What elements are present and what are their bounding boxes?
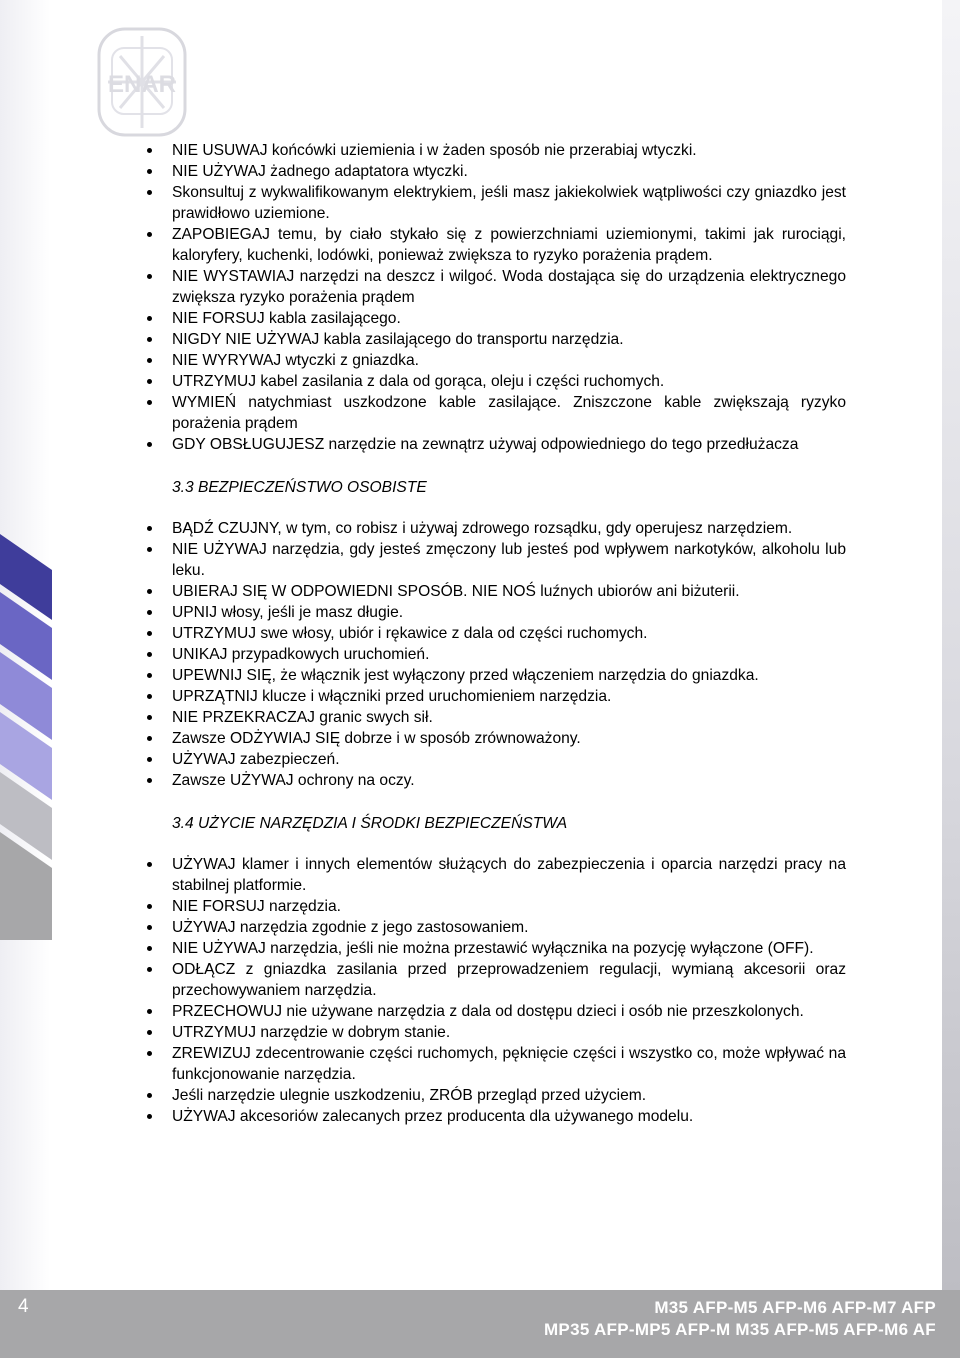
list-item: UTRZYMUJ kabel zasilania z dala od gorąca, oleju i części ruchomych. xyxy=(138,371,846,392)
side-decoration xyxy=(0,520,52,940)
list-item: UNIKAJ przypadkowych uruchomień. xyxy=(138,644,846,665)
tool-use-list xyxy=(138,854,846,1127)
list-item: NIE USUWAJ końcówki uziemienia i w żaden sposób nie przerabiaj wtyczki. xyxy=(138,140,846,161)
list-item: ZREWIZUJ zdecentrowanie części ruchomych, pęknięcie części i wszystko co, może wpływać na funkcjonowanie narzędzia. xyxy=(138,1043,846,1085)
list-item: UŻYWAJ akcesoriów zalecanych przez producenta dla używanego modelu. xyxy=(138,1106,846,1127)
list-item: BĄDŹ CZUJNY, w tym, co robisz i używaj zdrowego rozsądku, gdy operujesz narzędziem. xyxy=(138,518,846,539)
list-item: UŻYWAJ narzędzia zgodnie z jego zastosowaniem. xyxy=(138,917,846,938)
personal-safety-list xyxy=(138,518,846,791)
document-body xyxy=(138,140,846,1127)
list-item: UPEWNIJ SIĘ, że włącznik jest wyłączony przed włączeniem narzędzia do gniazdka. xyxy=(138,665,846,686)
page-footer xyxy=(0,1290,960,1358)
list-item: PRZECHOWUJ nie używane narzędzia z dala od dostępu dzieci i osób nie przeszkolonych. xyxy=(138,1001,846,1022)
section-heading-personal-safety: 3.3 BEZPIECZEŃSTWO OSOBISTE xyxy=(172,479,427,496)
page-number: 4 xyxy=(18,1296,29,1317)
list-item: UBIERAJ SIĘ W ODPOWIEDNI SPOSÓB. NIE NOŚ luźnych ubiorów ani biżuterii. xyxy=(138,581,846,602)
footer-models-line-1: M35 AFP-M5 AFP-M6 AFP-M7 AFP xyxy=(654,1298,936,1317)
list-item: Zawsze ODŻYWIAJ SIĘ dobrze i w sposób zrównoważony. xyxy=(138,728,846,749)
list-item: Jeśli narzędzie ulegnie uszkodzeniu, ZRÓB przegląd przed użyciem. xyxy=(138,1085,846,1106)
list-item: NIE FORSUJ kabla zasilającego. xyxy=(138,308,846,329)
list-item: UPNIJ włosy, jeśli je masz długie. xyxy=(138,602,846,623)
list-item: WYMIEŃ natychmiast uszkodzone kable zasilające. Zniszczone kable zwiększają ryzyko porażenia prądem xyxy=(138,392,846,434)
list-item: Skonsultuj z wykwalifikowanym elektrykiem, jeśli masz jakiekolwiek wątpliwości czy gniazdko jest prawidłowo uziemione. xyxy=(138,182,846,224)
list-item: NIE PRZEKRACZAJ granic swych sił. xyxy=(138,707,846,728)
list-item: NIE UŻYWAJ narzędzia, jeśli nie można przestawić wyłącznika na pozycję wyłączone (OFF). xyxy=(138,938,846,959)
footer-models-line-2: MP35 AFP-MP5 AFP-M M35 AFP-M5 AFP-M6 AF xyxy=(543,1320,936,1339)
grounding-safety-list xyxy=(138,140,846,455)
enar-logo xyxy=(96,26,188,138)
list-item: Zawsze UŻYWAJ ochrony na oczy. xyxy=(138,770,846,791)
list-item: NIE WYRYWAJ wtyczki z gniazdka. xyxy=(138,350,846,371)
list-item: NIE FORSUJ narzędzia. xyxy=(138,896,846,917)
list-item: NIGDY NIE UŻYWAJ kabla zasilającego do transportu narzędzia. xyxy=(138,329,846,350)
list-item: NIE WYSTAWIAJ narzędzi na deszcz i wilgoć. Woda dostająca się do urządzenia elektrycznego zwiększa ryzyko porażenia prądem xyxy=(138,266,846,308)
list-item: UPRZĄTNIJ klucze i włączniki przed uruchomieniem narzędzia. xyxy=(138,686,846,707)
list-item: GDY OBSŁUGUJESZ narzędzie na zewnątrz używaj odpowiedniego do tego przedłużacza xyxy=(138,434,846,455)
list-item: UŻYWAJ zabezpieczeń. xyxy=(138,749,846,770)
svg-text:ENAR: ENAR xyxy=(107,71,177,98)
list-item: ODŁĄCZ z gniazdka zasilania przed przeprowadzeniem regulacji, wymianą akcesorii oraz przechowywaniem narzędzia. xyxy=(138,959,846,1001)
right-margin-strip xyxy=(942,0,960,1290)
list-item: UTRZYMUJ swe włosy, ubiór i rękawice z dala od części ruchomych. xyxy=(138,623,846,644)
list-item: UŻYWAJ klamer i innych elementów służących do zabezpieczenia i oparcia narzędzi pracy na stabilnej platformie. xyxy=(138,854,846,896)
list-item: NIE UŻYWAJ żadnego adaptatora wtyczki. xyxy=(138,161,846,182)
section-heading-tool-use: 3.4 UŻYCIE NARZĘDZIA I ŚRODKI BEZPIECZEŃSTWA xyxy=(172,815,568,832)
list-item: UTRZYMUJ narzędzie w dobrym stanie. xyxy=(138,1022,846,1043)
list-item: ZAPOBIEGAJ temu, by ciało stykało się z powierzchniami uziemionymi, takimi jak rurociągi, kaloryfery, kuchenki, lodówki, ponieważ zwiększa to ryzyko porażenia prądem. xyxy=(138,224,846,266)
list-item: NIE UŻYWAJ narzędzia, gdy jesteś zmęczony lub jesteś pod wpływem narkotyków, alkoholu lub leku. xyxy=(138,539,846,581)
